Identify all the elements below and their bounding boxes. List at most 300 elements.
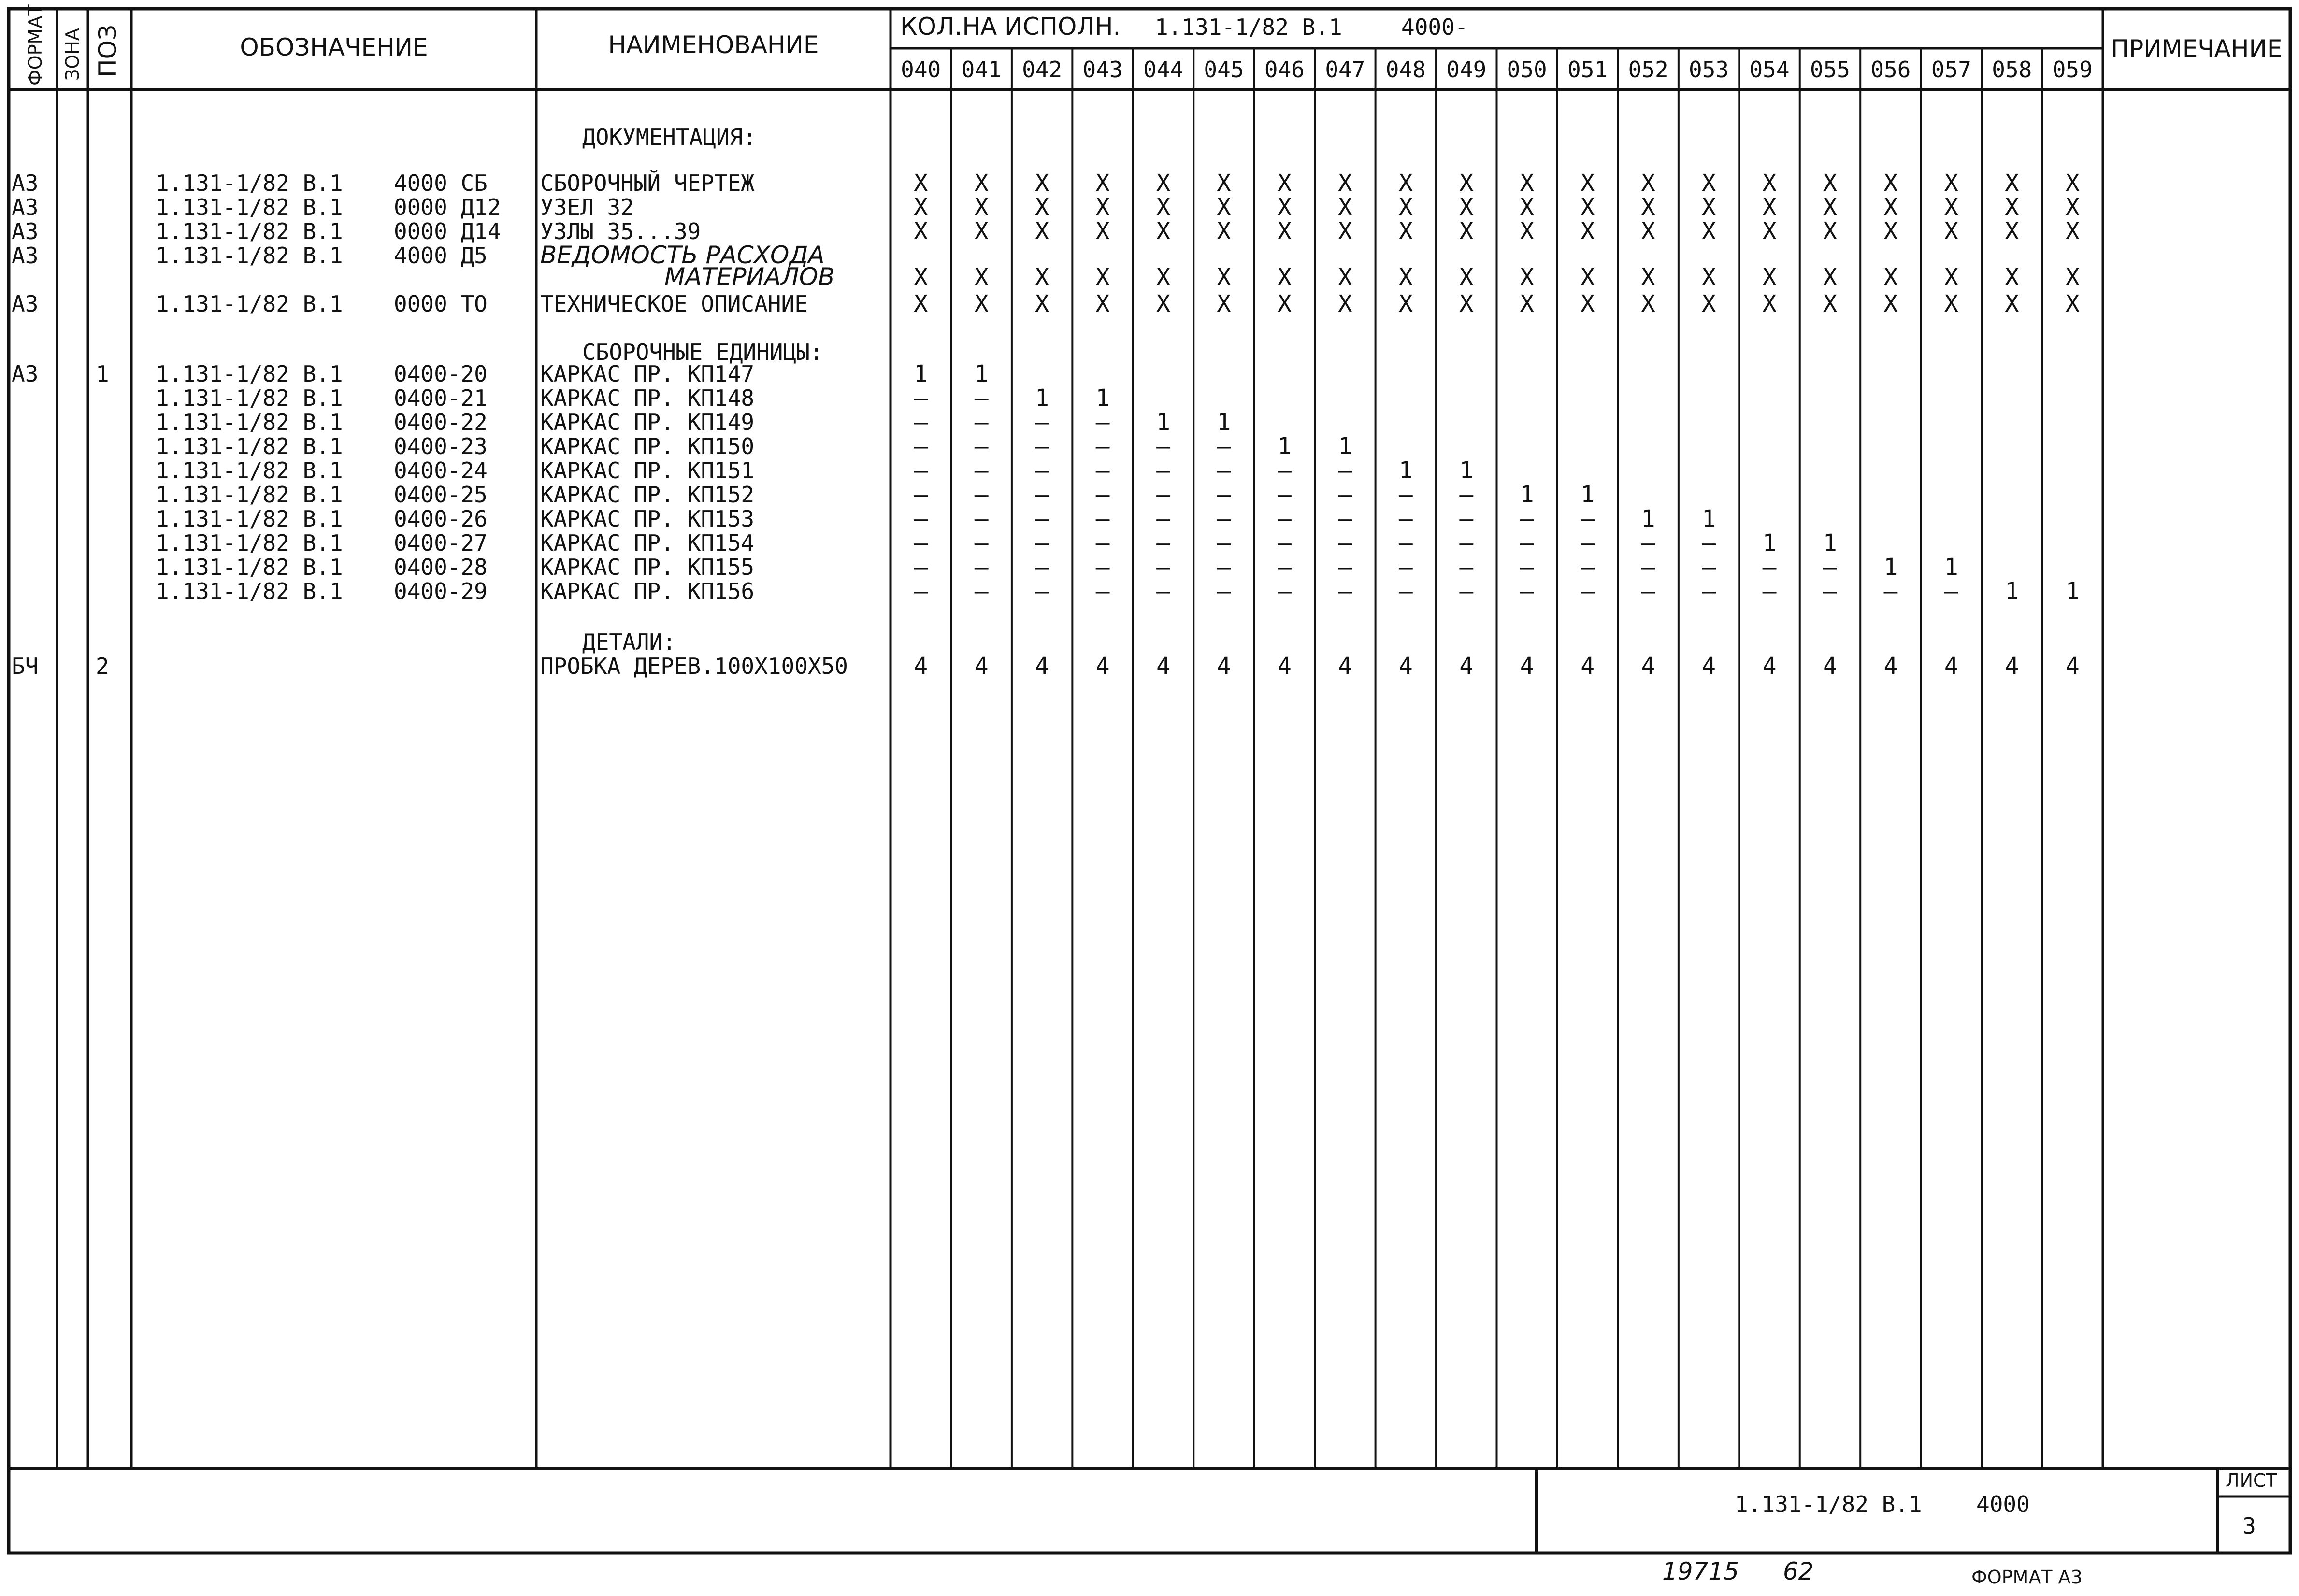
row-qty-cell: X bbox=[914, 218, 928, 245]
row-name: СБОРОЧНЫЙ ЧЕРТЕЖ bbox=[540, 170, 755, 196]
header-designation: ОБОЗНАЧЕНИЕ bbox=[240, 33, 428, 61]
row-designation: 1.131-1/82 В.1 bbox=[156, 530, 343, 556]
row-qty-cell: – bbox=[1398, 554, 1413, 581]
variant-header: 045 bbox=[1204, 57, 1244, 83]
table-row bbox=[664, 263, 2080, 291]
row-qty-cell: X bbox=[1217, 218, 1231, 245]
row-qty-cell: – bbox=[1217, 433, 1231, 460]
row-qty-cell: 1 bbox=[1823, 529, 1837, 556]
row-format: А3 bbox=[12, 170, 39, 196]
row-qty-cell: 4 bbox=[1338, 653, 1352, 680]
row-qty-cell: X bbox=[914, 264, 928, 291]
variant-header: 054 bbox=[1749, 57, 1790, 83]
row-designation-suffix: 0400-26 bbox=[394, 506, 488, 532]
row-qty-cell: 1 bbox=[914, 360, 928, 387]
row-qty-cell: 1 bbox=[1156, 409, 1170, 436]
row-qty-cell: X bbox=[1398, 290, 1413, 317]
row-qty-cell: X bbox=[1095, 290, 1110, 317]
row-designation: 1.131-1/82 В.1 bbox=[156, 554, 343, 580]
row-qty-cell: – bbox=[1762, 578, 1777, 605]
row-qty-cell: – bbox=[1095, 529, 1110, 556]
row-qty-cell: – bbox=[914, 457, 928, 484]
row-qty-cell: – bbox=[1035, 505, 1049, 532]
table-row bbox=[156, 409, 1231, 436]
row-designation-suffix: 0400-27 bbox=[394, 530, 488, 556]
row-qty-cell: – bbox=[1156, 529, 1170, 556]
row-designation-suffix: 0400-29 bbox=[394, 578, 488, 604]
row-qty-cell: X bbox=[2065, 170, 2080, 197]
row-position: 1 bbox=[96, 361, 109, 387]
row-qty-cell: X bbox=[974, 170, 989, 197]
row-qty-cell: 4 bbox=[1217, 653, 1231, 680]
row-qty-cell: – bbox=[1398, 578, 1413, 605]
row-qty-cell: 1 bbox=[1459, 457, 1474, 484]
row-qty-cell: X bbox=[1944, 264, 1958, 291]
row-qty-cell: X bbox=[1277, 194, 1292, 221]
row-designation: 1.131-1/82 В.1 bbox=[156, 433, 343, 459]
table-row bbox=[156, 505, 1716, 532]
row-qty-cell: X bbox=[1762, 194, 1777, 221]
row-qty-cell: X bbox=[914, 194, 928, 221]
row-qty-cell: – bbox=[1156, 554, 1170, 581]
row-qty-cell: X bbox=[914, 290, 928, 317]
row-qty-cell: – bbox=[914, 554, 928, 581]
row-qty-cell: – bbox=[1823, 578, 1837, 605]
row-qty-cell: – bbox=[1217, 457, 1231, 484]
row-qty-cell: X bbox=[1762, 264, 1777, 291]
table-row bbox=[156, 578, 2080, 605]
row-qty-cell: X bbox=[2005, 218, 2019, 245]
row-qty-cell: – bbox=[1035, 554, 1049, 581]
row-qty-cell: – bbox=[1095, 481, 1110, 508]
row-name: УЗЕЛ 32 bbox=[540, 194, 634, 220]
table-row bbox=[582, 629, 676, 655]
row-qty-cell: X bbox=[1156, 218, 1170, 245]
table-row bbox=[156, 433, 1352, 460]
row-qty-cell: – bbox=[1035, 433, 1049, 460]
row-qty-cell: X bbox=[1217, 290, 1231, 317]
row-qty-cell: X bbox=[1035, 218, 1049, 245]
row-qty-cell: – bbox=[1095, 457, 1110, 484]
row-qty-cell: – bbox=[914, 505, 928, 532]
row-qty-cell: – bbox=[1702, 529, 1716, 556]
row-designation-suffix: 0400-23 bbox=[394, 433, 488, 459]
row-qty-cell: 1 bbox=[2065, 578, 2080, 605]
row-qty-cell: X bbox=[1338, 194, 1352, 221]
row-qty-cell: – bbox=[1459, 481, 1474, 508]
variant-header: 042 bbox=[1022, 57, 1063, 83]
row-qty-cell: – bbox=[1459, 505, 1474, 532]
row-qty-cell: X bbox=[1095, 218, 1110, 245]
row-qty-cell: – bbox=[914, 433, 928, 460]
row-qty-cell: X bbox=[1035, 290, 1049, 317]
row-qty-cell: 4 bbox=[2005, 653, 2019, 680]
row-qty-cell: X bbox=[1520, 290, 1534, 317]
header-qty-label: КОЛ.НА ИСПОЛН. bbox=[900, 13, 1121, 41]
row-qty-cell: – bbox=[914, 481, 928, 508]
row-qty-cell: – bbox=[1702, 578, 1716, 605]
row-qty-cell: X bbox=[1581, 170, 1595, 197]
row-qty-cell: X bbox=[1581, 264, 1595, 291]
row-qty-cell: – bbox=[1338, 505, 1352, 532]
row-qty-cell: – bbox=[1277, 578, 1292, 605]
table-row bbox=[12, 360, 989, 387]
row-qty-cell: X bbox=[1035, 170, 1049, 197]
row-qty-cell: X bbox=[914, 170, 928, 197]
row-qty-cell: X bbox=[1398, 264, 1413, 291]
row-qty-cell: X bbox=[1762, 290, 1777, 317]
row-qty-cell: X bbox=[1823, 194, 1837, 221]
row-qty-cell: – bbox=[1883, 578, 1898, 605]
row-name: ПРОБКА ДЕРЕВ.100Х100Х50 bbox=[540, 653, 848, 679]
sheet-footer bbox=[1662, 1557, 2083, 1588]
row-designation-suffix: 0400-24 bbox=[394, 457, 488, 484]
row-qty-cell: X bbox=[1520, 218, 1534, 245]
sheet-number: 3 bbox=[2242, 1513, 2256, 1539]
variant-header: 048 bbox=[1385, 57, 1426, 83]
row-designation: 1.131-1/82 В.1 bbox=[156, 578, 343, 604]
row-qty-cell: X bbox=[1581, 218, 1595, 245]
row-qty-cell: 4 bbox=[1520, 653, 1534, 680]
row-qty-cell: – bbox=[1338, 554, 1352, 581]
row-qty-cell: – bbox=[1277, 481, 1292, 508]
row-qty-cell: X bbox=[1823, 170, 1837, 197]
row-qty-cell: X bbox=[1641, 194, 1655, 221]
row-designation: 1.131-1/82 В.1 bbox=[156, 409, 343, 435]
row-qty-cell: – bbox=[1520, 554, 1534, 581]
row-qty-cell: X bbox=[1459, 218, 1474, 245]
title-block bbox=[1537, 1468, 2290, 1553]
row-qty-cell: – bbox=[1641, 529, 1655, 556]
row-qty-cell: 1 bbox=[1581, 481, 1595, 508]
variant-header: 041 bbox=[961, 57, 1002, 83]
row-qty-cell: 1 bbox=[1095, 385, 1110, 412]
row-qty-cell: – bbox=[1217, 529, 1231, 556]
row-name: ТЕХНИЧЕСКОЕ ОПИСАНИЕ bbox=[540, 291, 808, 317]
row-name: КАРКАС ПР. КП150 bbox=[540, 433, 755, 459]
row-qty-cell: – bbox=[1035, 529, 1049, 556]
row-qty-cell: – bbox=[1277, 457, 1292, 484]
row-qty-cell: – bbox=[1520, 578, 1534, 605]
row-qty-cell: – bbox=[1035, 409, 1049, 436]
row-qty-cell: X bbox=[2005, 194, 2019, 221]
row-qty-cell: X bbox=[1338, 264, 1352, 291]
row-qty-cell: X bbox=[1641, 264, 1655, 291]
row-qty-cell: – bbox=[1459, 529, 1474, 556]
row-designation-suffix: 4000 СБ bbox=[394, 170, 488, 196]
row-qty-cell: – bbox=[1156, 457, 1170, 484]
table-header bbox=[25, 4, 2282, 86]
row-name: КАРКАС ПР. КП153 bbox=[540, 506, 755, 532]
variant-header: 040 bbox=[901, 57, 941, 83]
row-qty-cell: X bbox=[1641, 218, 1655, 245]
row-qty-cell: X bbox=[1823, 218, 1837, 245]
header-qty-suffix: 4000- bbox=[1401, 14, 1468, 40]
table-row bbox=[156, 529, 1837, 556]
row-qty-cell: – bbox=[974, 409, 989, 436]
row-qty-cell: – bbox=[1581, 578, 1595, 605]
row-qty-cell: X bbox=[1883, 218, 1898, 245]
row-qty-cell: 1 bbox=[1277, 433, 1292, 460]
row-designation: 1.131-1/82 В.1 bbox=[156, 457, 343, 484]
row-qty-cell: 4 bbox=[914, 653, 928, 680]
row-designation: 1.131-1/82 В.1 bbox=[156, 194, 343, 220]
row-qty-cell: X bbox=[1095, 194, 1110, 221]
row-qty-cell: X bbox=[1095, 170, 1110, 197]
row-qty-cell: – bbox=[1581, 505, 1595, 532]
row-qty-cell: X bbox=[1277, 218, 1292, 245]
row-qty-cell: X bbox=[974, 194, 989, 221]
row-qty-cell: – bbox=[1156, 433, 1170, 460]
row-qty-cell: X bbox=[1520, 194, 1534, 221]
row-qty-cell: X bbox=[1459, 194, 1474, 221]
row-qty-cell: X bbox=[1217, 194, 1231, 221]
row-qty-cell: X bbox=[1520, 170, 1534, 197]
row-qty-cell: X bbox=[1581, 290, 1595, 317]
row-qty-cell: X bbox=[974, 218, 989, 245]
variant-header: 049 bbox=[1446, 57, 1487, 83]
row-qty-cell: – bbox=[1459, 554, 1474, 581]
row-qty-cell: 1 bbox=[1944, 554, 1958, 581]
format-label: ФОРМАТ А3 bbox=[1971, 1567, 2083, 1588]
header-name: НАИМЕНОВАНИЕ bbox=[608, 31, 819, 59]
row-designation-suffix: 0000 Д12 bbox=[394, 194, 501, 220]
row-qty-cell: X bbox=[1883, 170, 1898, 197]
row-designation: 1.131-1/82 В.1 bbox=[156, 482, 343, 508]
row-qty-cell: X bbox=[2005, 290, 2019, 317]
row-qty-cell: X bbox=[1944, 170, 1958, 197]
section-heading: ДОКУМЕНТАЦИЯ: bbox=[582, 124, 757, 150]
row-qty-cell: – bbox=[1095, 554, 1110, 581]
row-qty-cell: – bbox=[914, 409, 928, 436]
row-qty-cell: X bbox=[1823, 290, 1837, 317]
row-designation: 1.131-1/82 В.1 bbox=[156, 506, 343, 532]
row-qty-cell: – bbox=[1459, 578, 1474, 605]
handwritten-number: 19715 bbox=[1662, 1557, 1739, 1585]
row-name: КАРКАС ПР. КП149 bbox=[540, 409, 755, 435]
table-row bbox=[582, 124, 756, 150]
row-qty-cell: – bbox=[1035, 481, 1049, 508]
header-format: ФОРМАТ bbox=[25, 4, 46, 86]
row-qty-cell: 1 bbox=[1398, 457, 1413, 484]
table-body bbox=[12, 124, 2080, 680]
row-qty-cell: 1 bbox=[974, 360, 989, 387]
row-qty-cell: X bbox=[1520, 264, 1534, 291]
row-qty-cell: 1 bbox=[1641, 505, 1655, 532]
row-qty-cell: – bbox=[914, 529, 928, 556]
doc-code: 1.131-1/82 В.1 bbox=[1735, 1491, 1922, 1517]
row-qty-cell: X bbox=[1217, 264, 1231, 291]
variant-header: 057 bbox=[1931, 57, 1971, 83]
variant-header: 043 bbox=[1082, 57, 1123, 83]
doc-number: 4000 bbox=[1976, 1491, 2030, 1517]
row-designation-suffix: 0400-20 bbox=[394, 361, 488, 387]
row-qty-cell: – bbox=[974, 578, 989, 605]
row-qty-cell: – bbox=[1035, 457, 1049, 484]
row-qty-cell: – bbox=[1217, 578, 1231, 605]
row-qty-cell: – bbox=[1581, 529, 1595, 556]
row-qty-cell: – bbox=[1398, 529, 1413, 556]
row-qty-cell: X bbox=[1762, 218, 1777, 245]
row-qty-cell: X bbox=[1156, 194, 1170, 221]
variant-header: 047 bbox=[1325, 57, 1365, 83]
row-qty-cell: – bbox=[1095, 409, 1110, 436]
header-note: ПРИМЕЧАНИЕ bbox=[2111, 35, 2283, 63]
row-qty-cell: 1 bbox=[1217, 409, 1231, 436]
table-row bbox=[12, 194, 2080, 221]
row-qty-cell: X bbox=[1277, 170, 1292, 197]
row-qty-cell: X bbox=[1398, 194, 1413, 221]
row-designation-suffix: 0400-21 bbox=[394, 385, 488, 411]
header-qty-code: 1.131-1/82 В.1 bbox=[1155, 14, 1342, 40]
row-qty-cell: X bbox=[2005, 264, 2019, 291]
row-qty-cell: 1 bbox=[1338, 433, 1352, 460]
row-qty-cell: X bbox=[1702, 290, 1716, 317]
row-qty-cell: X bbox=[1702, 218, 1716, 245]
row-format: А3 bbox=[12, 242, 39, 269]
row-qty-cell: X bbox=[2065, 290, 2080, 317]
row-designation: 1.131-1/82 В.1 bbox=[156, 242, 343, 269]
variant-header: 044 bbox=[1143, 57, 1184, 83]
row-position: 2 bbox=[96, 653, 109, 679]
row-qty-cell: 4 bbox=[1883, 653, 1898, 680]
row-name: МАТЕРИАЛОВ bbox=[664, 263, 835, 291]
row-qty-cell: 4 bbox=[1459, 653, 1474, 680]
variant-header: 055 bbox=[1810, 57, 1851, 83]
row-qty-cell: 1 bbox=[1035, 385, 1049, 412]
section-heading: СБОРОЧНЫЕ ЕДИНИЦЫ: bbox=[582, 339, 823, 365]
row-qty-cell: 4 bbox=[1641, 653, 1655, 680]
row-qty-cell: X bbox=[1035, 264, 1049, 291]
row-qty-cell: 4 bbox=[1762, 653, 1777, 680]
row-qty-cell: X bbox=[1277, 290, 1292, 317]
row-qty-cell: – bbox=[1156, 578, 1170, 605]
row-qty-cell: – bbox=[1823, 554, 1837, 581]
row-name: КАРКАС ПР. КП156 bbox=[540, 578, 755, 604]
handwritten-number-2: 62 bbox=[1783, 1557, 1814, 1585]
row-qty-cell: 4 bbox=[1035, 653, 1049, 680]
row-format: А3 bbox=[12, 194, 39, 220]
row-name: КАРКАС ПР. КП148 bbox=[540, 385, 755, 411]
row-designation-suffix: 0400-25 bbox=[394, 482, 488, 508]
row-qty-cell: – bbox=[1156, 505, 1170, 532]
row-designation: 1.131-1/82 В.1 bbox=[156, 218, 343, 244]
row-qty-cell: 4 bbox=[1823, 653, 1837, 680]
row-qty-cell: X bbox=[1762, 170, 1777, 197]
row-name: КАРКАС ПР. КП151 bbox=[540, 457, 755, 484]
row-qty-cell: – bbox=[1156, 481, 1170, 508]
row-qty-cell: X bbox=[1338, 218, 1352, 245]
row-qty-cell: X bbox=[2065, 218, 2080, 245]
row-qty-cell: – bbox=[1338, 529, 1352, 556]
row-qty-cell: – bbox=[1641, 578, 1655, 605]
sheet-label: ЛИСТ bbox=[2226, 1470, 2277, 1491]
row-qty-cell: X bbox=[1944, 194, 1958, 221]
row-qty-cell: 1 bbox=[1702, 505, 1716, 532]
row-designation-suffix: 0000 Д14 bbox=[394, 218, 501, 244]
variant-header: 056 bbox=[1870, 57, 1911, 83]
row-qty-cell: – bbox=[974, 433, 989, 460]
row-designation: 1.131-1/82 В.1 bbox=[156, 385, 343, 411]
row-qty-cell: – bbox=[1217, 505, 1231, 532]
row-qty-cell: X bbox=[1217, 170, 1231, 197]
row-qty-cell: – bbox=[1095, 505, 1110, 532]
row-qty-cell: 4 bbox=[2065, 653, 2080, 680]
row-format: А3 bbox=[12, 291, 39, 317]
row-qty-cell: X bbox=[1398, 170, 1413, 197]
row-qty-cell: – bbox=[974, 529, 989, 556]
row-qty-cell: X bbox=[1823, 264, 1837, 291]
row-name: ВЕДОМОСТЬ РАСХОДА bbox=[540, 241, 825, 269]
row-qty-cell: X bbox=[1641, 290, 1655, 317]
row-designation-suffix: 4000 Д5 bbox=[394, 242, 488, 269]
header-pos: ПОЗ bbox=[94, 24, 122, 77]
row-designation-suffix: 0400-28 bbox=[394, 554, 488, 580]
header-zone: ЗОНА bbox=[62, 28, 83, 81]
row-qty-cell: – bbox=[1762, 554, 1777, 581]
row-qty-cell: – bbox=[1095, 433, 1110, 460]
section-heading: ДЕТАЛИ: bbox=[582, 629, 676, 655]
row-qty-cell: – bbox=[1277, 505, 1292, 532]
row-format: А3 bbox=[12, 218, 39, 244]
row-qty-cell: X bbox=[1944, 218, 1958, 245]
row-qty-cell: X bbox=[1156, 290, 1170, 317]
row-qty-cell: 4 bbox=[1277, 653, 1292, 680]
row-qty-cell: – bbox=[1520, 505, 1534, 532]
row-name: КАРКАС ПР. КП147 bbox=[540, 361, 755, 387]
row-qty-cell: X bbox=[974, 264, 989, 291]
row-qty-cell: X bbox=[1459, 290, 1474, 317]
variant-header: 052 bbox=[1628, 57, 1668, 83]
row-qty-cell: X bbox=[1035, 194, 1049, 221]
row-qty-cell: X bbox=[1459, 264, 1474, 291]
row-qty-cell: – bbox=[1217, 554, 1231, 581]
row-qty-cell: X bbox=[1883, 194, 1898, 221]
row-qty-cell: – bbox=[1095, 578, 1110, 605]
row-qty-cell: X bbox=[1883, 290, 1898, 317]
row-qty-cell: – bbox=[1702, 554, 1716, 581]
row-qty-cell: X bbox=[2065, 194, 2080, 221]
row-qty-cell: 4 bbox=[1581, 653, 1595, 680]
row-qty-cell: – bbox=[974, 481, 989, 508]
row-qty-cell: X bbox=[2065, 264, 2080, 291]
row-qty-cell: X bbox=[1944, 290, 1958, 317]
row-qty-cell: X bbox=[1338, 290, 1352, 317]
row-qty-cell: 4 bbox=[1944, 653, 1958, 680]
row-qty-cell: 4 bbox=[974, 653, 989, 680]
row-qty-cell: – bbox=[1277, 554, 1292, 581]
row-qty-cell: – bbox=[1035, 578, 1049, 605]
row-qty-cell: – bbox=[1338, 457, 1352, 484]
row-qty-cell: X bbox=[2005, 170, 2019, 197]
row-qty-cell: X bbox=[1156, 264, 1170, 291]
row-qty-cell: – bbox=[914, 385, 928, 412]
row-qty-cell: X bbox=[1702, 170, 1716, 197]
row-qty-cell: – bbox=[1520, 529, 1534, 556]
row-qty-cell: – bbox=[1581, 554, 1595, 581]
variant-header: 051 bbox=[1567, 57, 1608, 83]
row-qty-cell: – bbox=[1277, 529, 1292, 556]
row-qty-cell: 1 bbox=[1762, 529, 1777, 556]
row-qty-cell: X bbox=[1095, 264, 1110, 291]
table-row bbox=[156, 481, 1595, 508]
row-designation: 1.131-1/82 В.1 bbox=[156, 170, 343, 196]
row-qty-cell: X bbox=[1398, 218, 1413, 245]
row-qty-cell: 1 bbox=[1883, 554, 1898, 581]
row-qty-cell: X bbox=[1641, 170, 1655, 197]
table-row bbox=[12, 290, 2080, 317]
variant-header: 059 bbox=[2052, 57, 2093, 83]
